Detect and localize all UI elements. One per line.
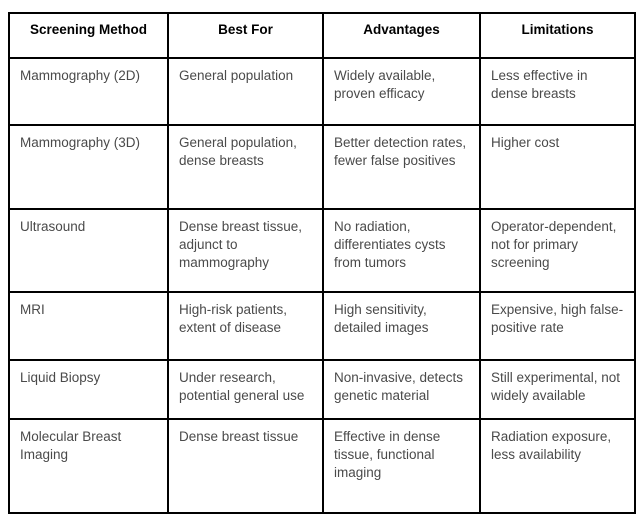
cell-advantages: Widely available, proven efficacy bbox=[323, 58, 480, 125]
cell-advantages: No radiation, differentiates cysts from tumors bbox=[323, 209, 480, 292]
table-row-mammography-2d bbox=[9, 58, 635, 125]
cell-limitations: Less effective in dense breasts bbox=[480, 58, 635, 125]
cell-advantages: Effective in dense tissue, functional imaging bbox=[323, 419, 480, 513]
cell-advantages: Non-invasive, detects genetic material bbox=[323, 360, 480, 419]
cell-method: Liquid Biopsy bbox=[9, 360, 168, 419]
cell-method: Mammography (2D) bbox=[9, 58, 168, 125]
table-row-mammography-3d bbox=[9, 125, 635, 209]
column-header-limitations: Limitations bbox=[480, 13, 635, 58]
cell-best-for: Dense breast tissue, adjunct to mammography bbox=[168, 209, 323, 292]
cell-best-for: General population bbox=[168, 58, 323, 125]
column-header-screening-method: Screening Method bbox=[9, 13, 168, 58]
cell-best-for: Dense breast tissue bbox=[168, 419, 323, 513]
table-row-ultrasound bbox=[9, 209, 635, 292]
cell-limitations: Still experimental, not widely available bbox=[480, 360, 635, 419]
cell-best-for: General population, dense breasts bbox=[168, 125, 323, 209]
cell-method: Mammography (3D) bbox=[9, 125, 168, 209]
cell-advantages: Better detection rates, fewer false positives bbox=[323, 125, 480, 209]
table-row-mri bbox=[9, 292, 635, 360]
screening-methods-table bbox=[8, 12, 636, 514]
cell-limitations: Operator-dependent, not for primary screening bbox=[480, 209, 635, 292]
cell-limitations: Radiation exposure, less availability bbox=[480, 419, 635, 513]
column-header-advantages: Advantages bbox=[323, 13, 480, 58]
cell-limitations: Expensive, high false-positive rate bbox=[480, 292, 635, 360]
cell-best-for: High-risk patients, extent of disease bbox=[168, 292, 323, 360]
cell-best-for: Under research, potential general use bbox=[168, 360, 323, 419]
cell-method: Ultrasound bbox=[9, 209, 168, 292]
cell-method: Molecular Breast Imaging bbox=[9, 419, 168, 513]
cell-method: MRI bbox=[9, 292, 168, 360]
table-header-row bbox=[9, 13, 635, 58]
table-row-liquid-biopsy bbox=[9, 360, 635, 419]
cell-limitations: Higher cost bbox=[480, 125, 635, 209]
cell-advantages: High sensitivity, detailed images bbox=[323, 292, 480, 360]
table-row-molecular-breast-imaging bbox=[9, 419, 635, 513]
column-header-best-for: Best For bbox=[168, 13, 323, 58]
